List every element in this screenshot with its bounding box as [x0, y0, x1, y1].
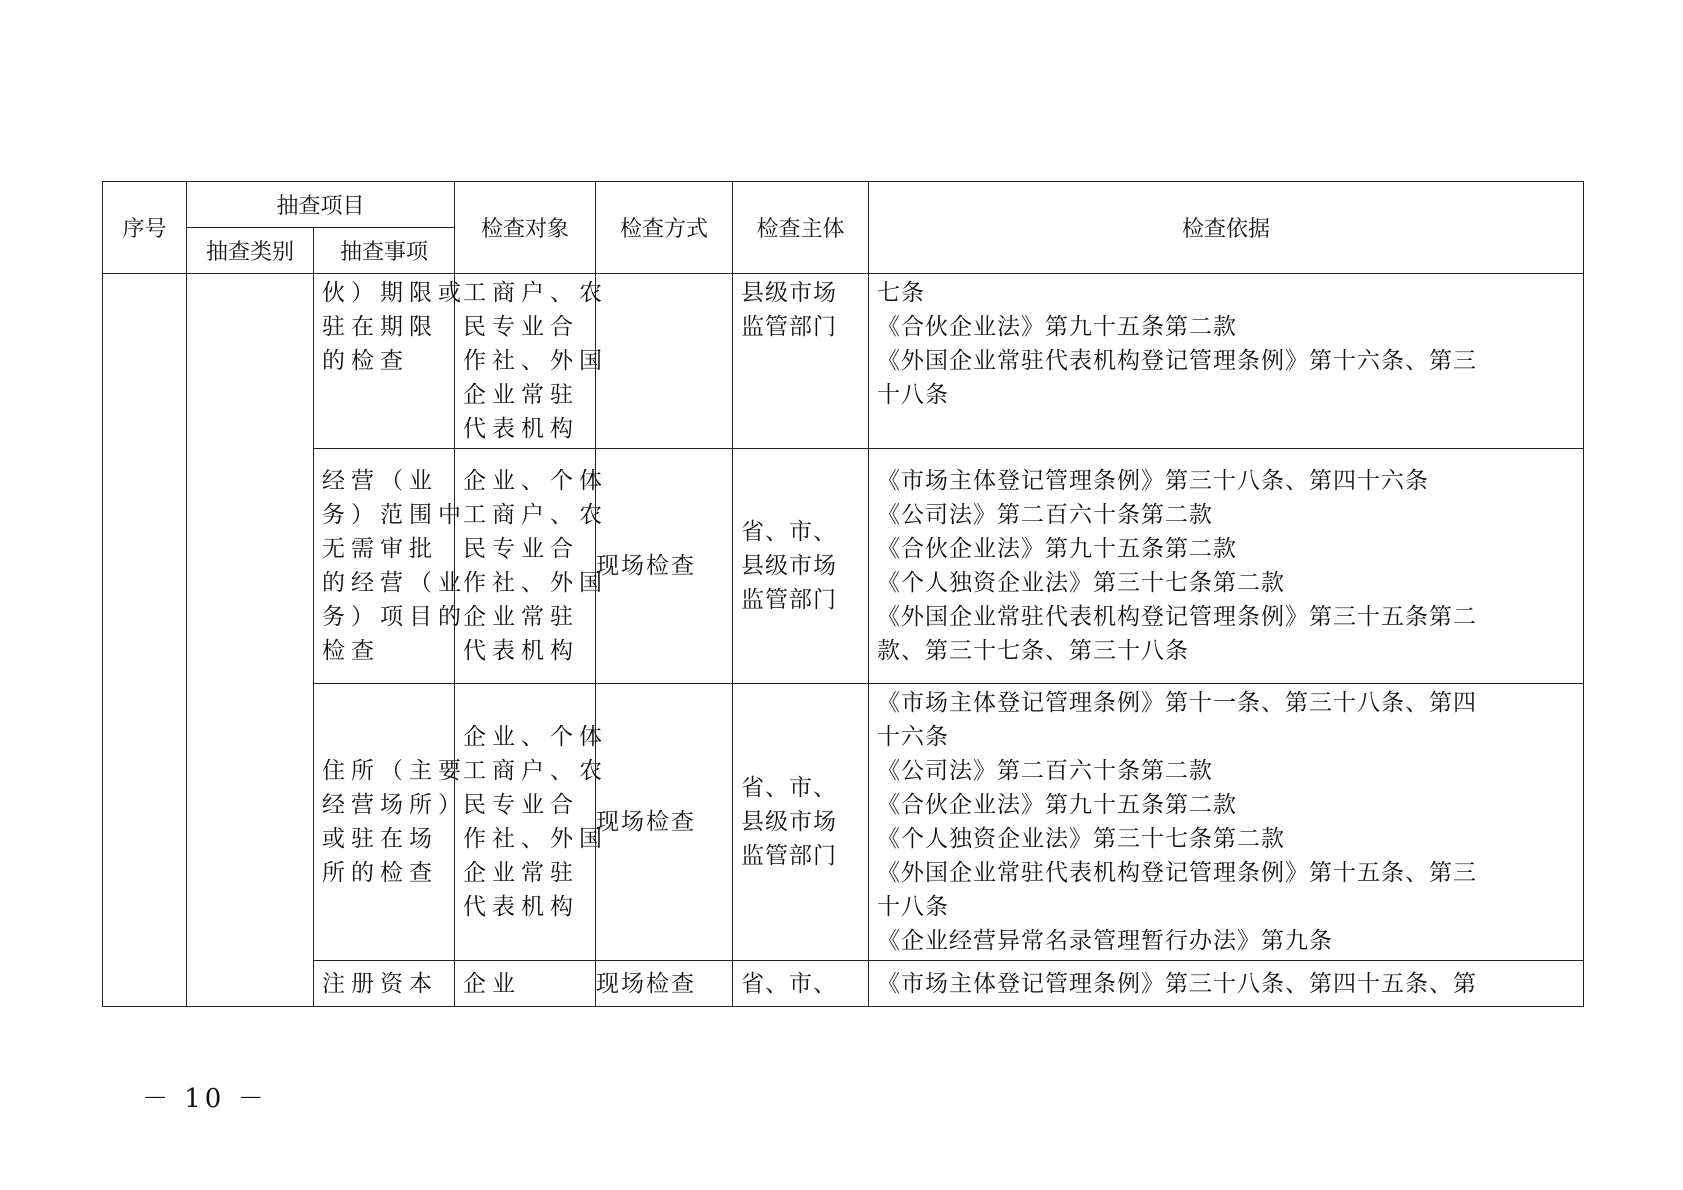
header-seq: 序号: [103, 182, 187, 274]
matter-cell: 注册资本: [314, 961, 455, 1007]
basis-cell: 《市场主体登记管理条例》第三十八条、第四十五条、第: [869, 961, 1584, 1007]
inspection-table: [102, 181, 1584, 1007]
category-cell: [187, 274, 314, 1007]
basis-cell: 《市场主体登记管理条例》第十一条、第三十八条、第四 十六条 《公司法》第二百六十条第二款 《合伙企业法》第九十五条第二款 《个人独资企业法》第三十七条第二款 《外国企业常驻代表机构登记管理条例》第十五条、第三 十八条 《企业经营异常名录管理暂行办法》第九条: [869, 684, 1584, 961]
seq-cell: [103, 274, 187, 1007]
page-number: － 10 －: [142, 1084, 268, 1114]
basis-cell: 《市场主体登记管理条例》第三十八条、第四十六条 《公司法》第二百六十条第二款 《合伙企业法》第九十五条第二款 《个人独资企业法》第三十七条第二款 《外国企业常驻代表机构登记管理条例》第三十五条第二 款、第三十七条、第三十八条: [869, 449, 1584, 684]
method-cell: 现场检查: [596, 961, 733, 1007]
object-cell: 工商户、农 民专业合 作社、外国 企业常驻 代表机构: [455, 274, 596, 449]
method-cell: 现场检查: [596, 684, 733, 961]
table-row: [103, 961, 1584, 1007]
header-basis: 检查依据: [869, 182, 1584, 274]
table-row: [103, 684, 1584, 961]
object-cell: 企业: [455, 961, 596, 1007]
header-method: 检查方式: [596, 182, 733, 274]
table-row: [103, 274, 1584, 449]
matter-cell: 住所（主要 经营场所） 或驻在场 所的检查: [314, 684, 455, 961]
method-cell: 现场检查: [596, 449, 733, 684]
header-matter: 抽查事项: [314, 228, 455, 274]
matter-cell: 伙）期限或 驻在期限 的检查: [314, 274, 455, 449]
method-cell: [596, 274, 733, 449]
header-item-group: 抽查项目: [187, 182, 455, 228]
header-subject: 检查主体: [733, 182, 869, 274]
table-row: [103, 449, 1584, 684]
matter-cell: 经营（业 务）范围中 无需审批 的经营（业 务）项目的 检查: [314, 449, 455, 684]
basis-cell: 七条 《合伙企业法》第九十五条第二款 《外国企业常驻代表机构登记管理条例》第十六条、第三 十八条: [869, 274, 1584, 449]
object-cell: 企业、个体 工商户、农 民专业合 作社、外国 企业常驻 代表机构: [455, 449, 596, 684]
header-category: 抽查类别: [187, 228, 314, 274]
subject-cell: 省、市、 县级市场 监管部门: [733, 684, 869, 961]
subject-cell: 省、市、 县级市场 监管部门: [733, 449, 869, 684]
object-cell: 企业、个体 工商户、农 民专业合 作社、外国 企业常驻 代表机构: [455, 684, 596, 961]
header-object: 检查对象: [455, 182, 596, 274]
subject-cell: 县级市场 监管部门: [733, 274, 869, 449]
subject-cell: 省、市、: [733, 961, 869, 1007]
